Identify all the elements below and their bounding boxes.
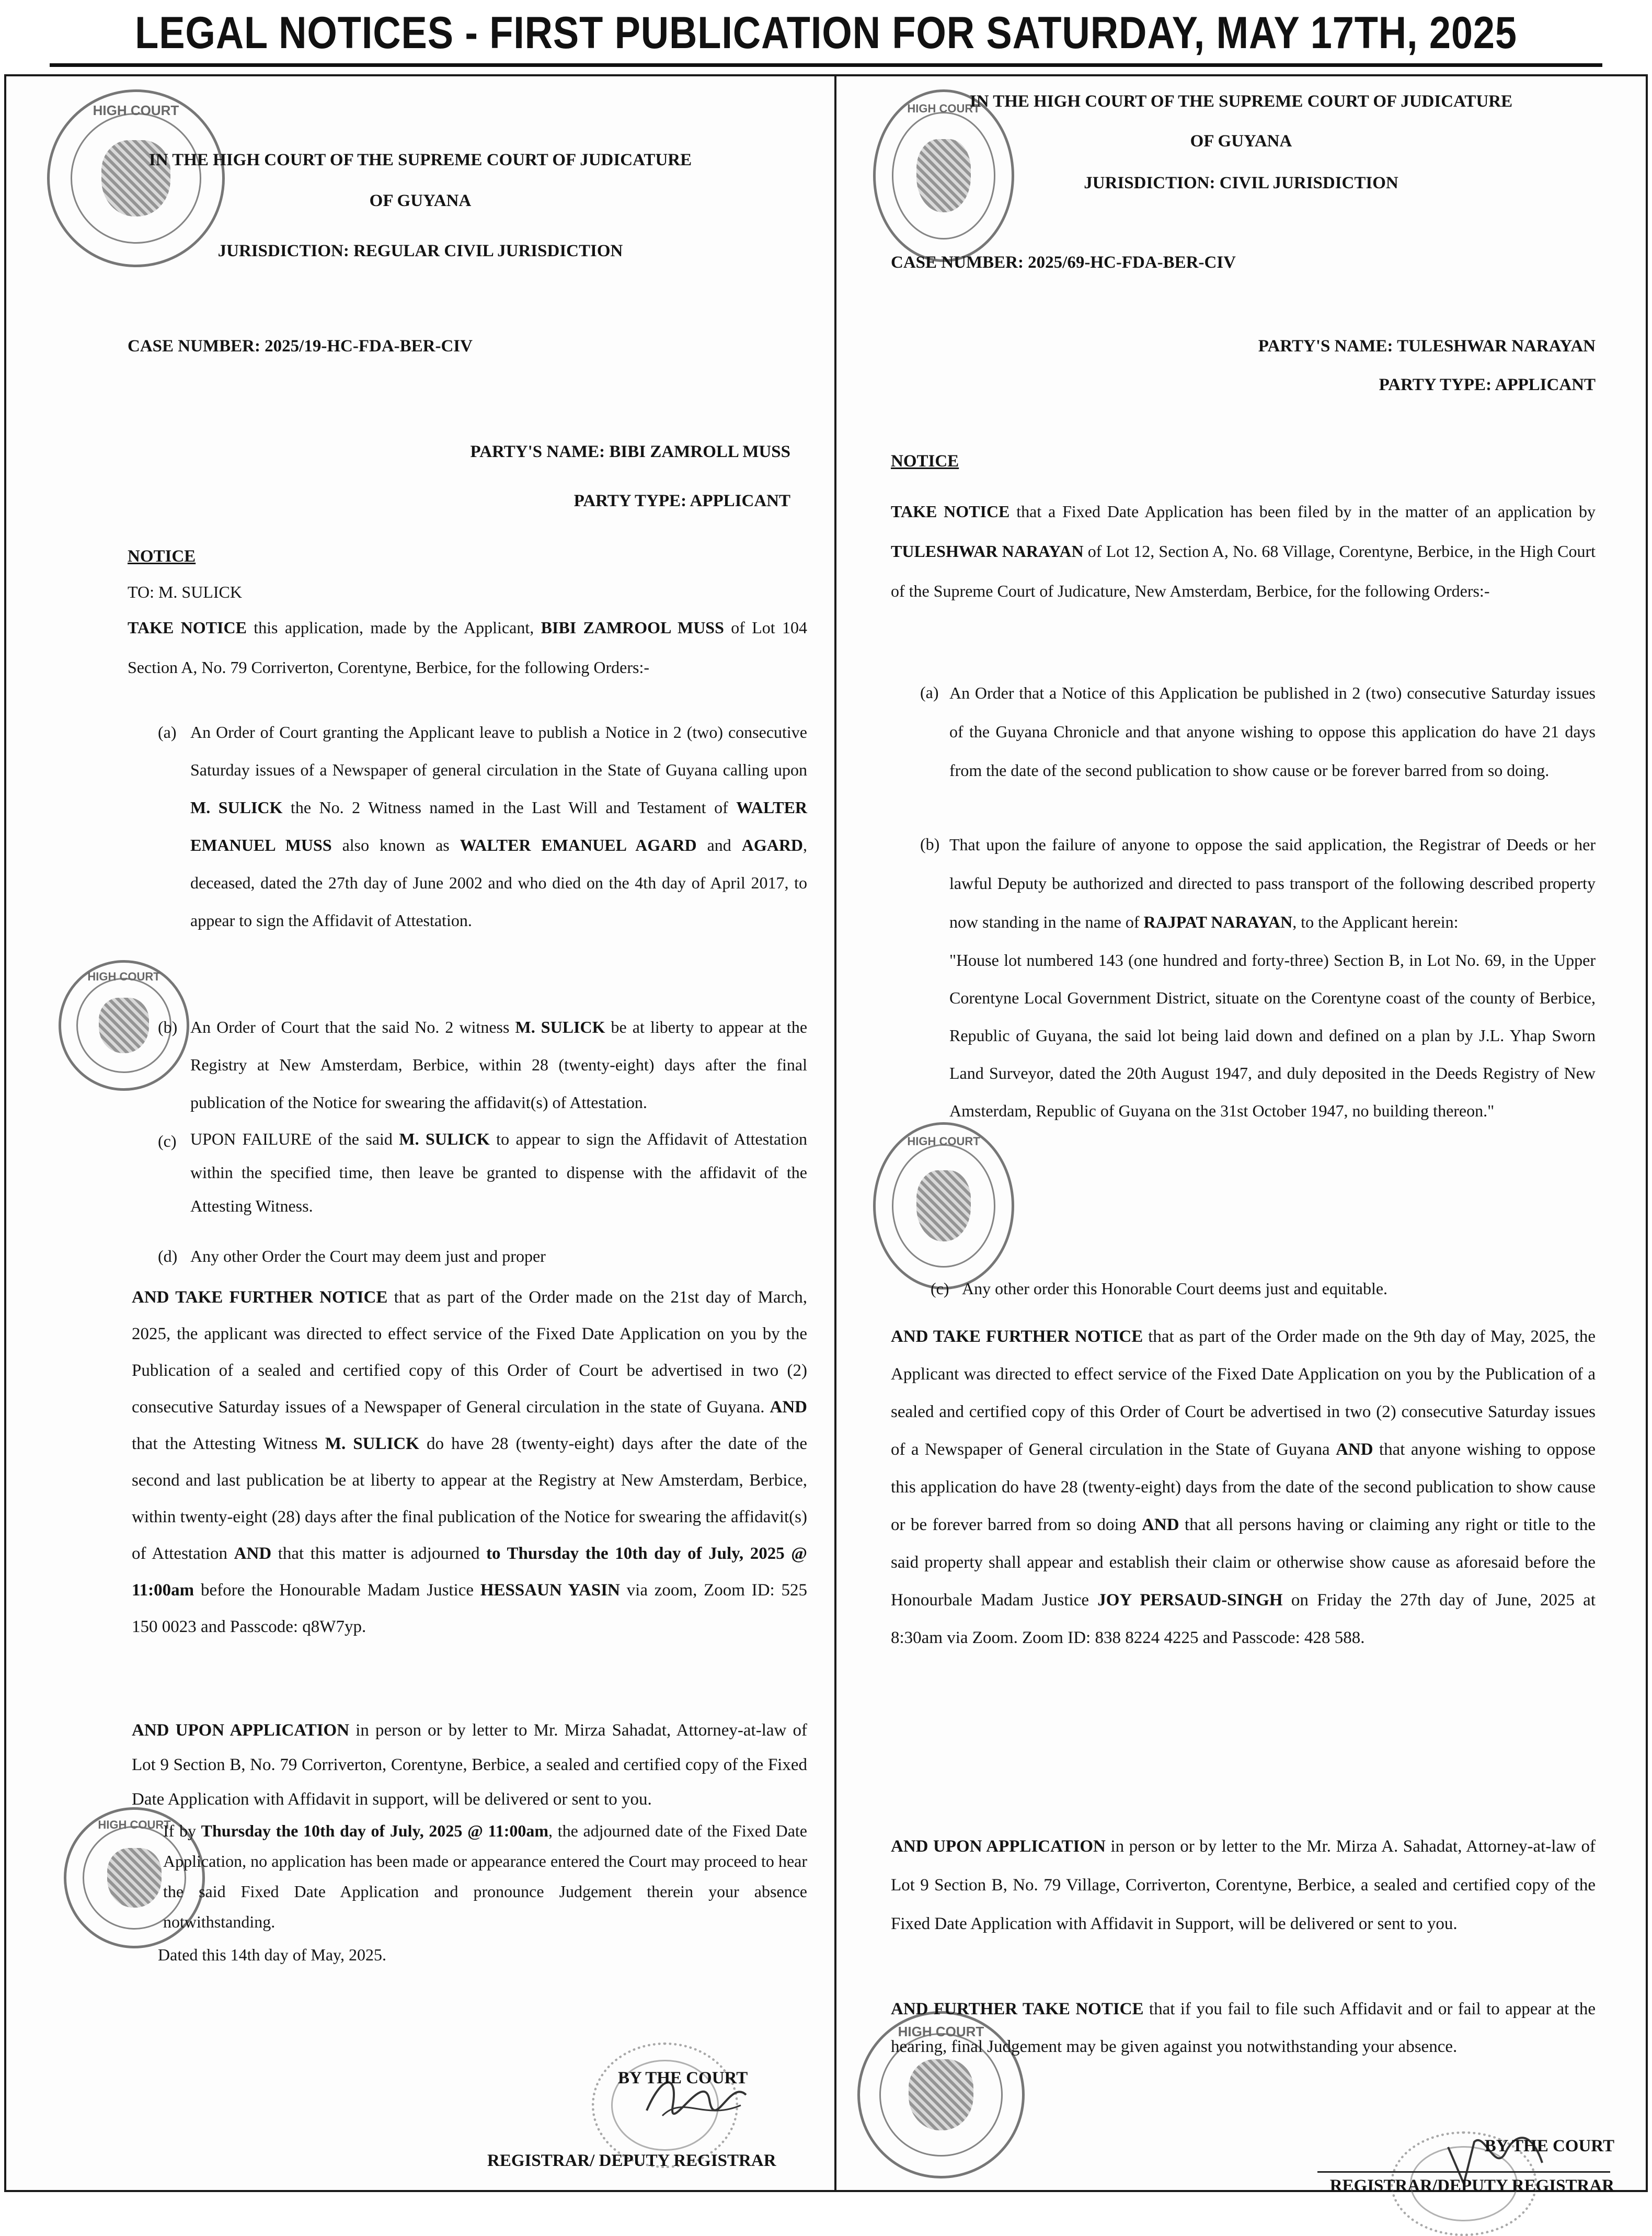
case-number: CASE NUMBER: 2025/69-HC-FDA-BER-CIV — [891, 253, 1236, 272]
court-seal-icon: HIGH COURT — [857, 2011, 1025, 2178]
court-seal-icon: HIGH COURT — [873, 89, 1014, 262]
intro-paragraph: TAKE NOTICE that a Fixed Date Application has been filed by in the matter of an application by TULESHWAR NARAYAN of Lot 12, Section A, No. 68 Village, Corentyne, Berbice, in the High Court of the Supreme Court of Judicature, New Amsterdam, Berbice, for the following Orders:- — [891, 502, 1596, 600]
order-b: An Order of Court that the said No. 2 witness M. SULICK be at liberty to appear at the Registry at New Amsterdam, Berbice, within 28 (twenty-eight) days after the final publication of the Notice for swearing the affidavit(s) of Attestation. — [190, 1018, 808, 1112]
court-line-1: IN THE HIGH COURT OF THE SUPREME COURT OF JUDICATURE — [969, 92, 1513, 111]
party-type: PARTY TYPE: APPLICANT — [573, 492, 790, 510]
jurisdiction: JURISDICTION: REGULAR CIVIL JURISDICTION — [217, 242, 623, 260]
property-description: "House lot numbered 143 (one hundred and forty-three) Section B, in Lot No. 69, in the Upper Corentyne Local Government District, situate on the Corentyne coast of the county of Berbice, Republic of Guyana, the said lot being laid down and defined on a plan by J.L. Yhap Sworn Land Surveyor, dated the 20th August 1947, and duly deposited in the Deeds Registry of New Amsterdam, Republic of Guyana on the 31st October 1947, no building thereon." — [949, 951, 1596, 1120]
further-notice: AND TAKE FURTHER NOTICE that as part of the Order made on the 9th day of May, 2025, the Applicant was directed to effect service of the Fixed Date Application on you by the Publication of a sealed and certified copy of this Order of Court be advertised in two (2) consecutive Saturday issues of a Newspaper of General circulation in the State of Guyana AND that anyone wishing to oppose this application do have 28 (twenty-eight) days from the date of the second publication to show cause or be forever barred from so doing AND that all persons having or claiming any right or title to the said property shall appear and establish their claim or otherwise show cause as aforesaid before the Honourbale Madam Justice JOY PERSAUD-SINGH on Friday the 27th day of June, 2025 at 8:30am via Zoom. Zoom ID: 838 8224 4225 and Passcode: 428 588. — [891, 1327, 1596, 1647]
banner-title: LEGAL NOTICES - FIRST PUBLICATION FOR SATURDAY, MAY 17TH, 2025 — [135, 8, 1517, 58]
order-b: That upon the failure of anyone to oppose the said application, the Registrar of Deeds or her lawful Deputy be authorized and directed to pass transport of the following described property now standing in the name of RAJPAT NARAYAN, to the Applicant herein: — [949, 835, 1596, 931]
failing-notice: If by Thursday the 10th day of July, 2025 @ 11:00am, the adjourned date of the Fixed Date Application, no application has been made or appearance entered the Court may proceed to hear the said Fixed Date Application and pronounce Judgement therein your absence notwithstanding. — [163, 1821, 808, 1931]
upon-application: AND UPON APPLICATION in person or by letter to the Mr. Mirza A. Sahadat, Attorney-at-law of Lot 9 Section B, No. 79 Village, Corriverton, Corentyne, Berbice, a sealed and certified copy of the Fixed Date Application with Affidavit in Support, will be delivered or sent to you. — [891, 1837, 1596, 1933]
by-the-court: BY THE COURT — [1484, 2137, 1614, 2155]
by-the-court: BY THE COURT — [618, 2069, 748, 2087]
signature-line — [1317, 2171, 1610, 2173]
notice-to: TO: M. SULICK — [128, 583, 242, 601]
notice-heading: NOTICE — [128, 547, 196, 566]
banner — [0, 0, 1652, 72]
registrar-title: REGISTRAR/ DEPUTY REGISTRAR — [487, 2151, 776, 2170]
registrar-title: REGISTRAR/DEPUTY REGISTRAR — [1329, 2176, 1614, 2195]
order-c-label: (c) — [931, 1279, 949, 1298]
order-c: Any other order this Honorable Court deems just and equitable. — [962, 1279, 1388, 1298]
order-b-label: (b) — [158, 1018, 178, 1036]
court-seal-icon: HIGH COURT — [64, 1807, 205, 1948]
order-a-label: (a) — [158, 723, 177, 741]
order-a: An Order of Court granting the Applicant leave to publish a Notice in 2 (two) consecutive Saturday issues of a Newspaper of general circulation in the State of Guyana calling upon M. SULICK the No. 2 Witness named in the Last Will and Testament of WALTER EMANUEL MUSS also known as WALTER EMANUEL AGARD and AGARD, deceased, dated the 27th day of June 2002 and who died on the 4th day of April 2017, to appear to sign the Affidavit of Attestation. — [190, 723, 808, 930]
case-number: CASE NUMBER: 2025/19-HC-FDA-BER-CIV — [128, 337, 473, 356]
upon-application: AND UPON APPLICATION in person or by letter to Mr. Mirza Sahadat, Attorney-at-law of Lot 9 Section B, No. 79 Corriverton, Corentyne, Berbice, a sealed and certified copy of the Fixed Date Application with Affidavit in support, will be delivered or sent to you. — [132, 1721, 808, 1809]
order-c-label: (c) — [158, 1132, 177, 1150]
further-notice: AND TAKE FURTHER NOTICE that as part of the Order made on the 21st day of March, 2025, the applicant was directed to effect service of the Fixed Date Application on you by the Publication of a sealed and certified copy of this Order of Court be advertised in two (2) consecutive Saturday issues of a Newspaper of General circulation in the state of Guyana. AND that the Attesting Witness M. SULICK do have 28 (twenty-eight) days after the date of the second and last publication be at liberty to appear at the Registry at New Amsterdam, Berbice, within twenty-eight (28) days after the final publication of the Notice for swearing the affidavit(s) of Attestation AND that this matter is adjourned to Thursday the 10th day of July, 2025 @ 11:00am before the Honourable Madam Justice HESSAUN YASIN via zoom, Zoom ID: 525 150 0023 and Passcode: q8W7yp. — [132, 1288, 808, 1636]
dated-line: Dated this 14th day of May, 2025. — [158, 1945, 386, 1964]
court-line-1: IN THE HIGH COURT OF THE SUPREME COURT OF JUDICATURE — [148, 151, 692, 169]
right-notice — [836, 74, 1648, 2195]
banner-rule — [50, 63, 1602, 67]
left-notice — [4, 74, 836, 2192]
order-d: Any other Order the Court may deem just and proper — [190, 1247, 546, 1265]
order-a-label: (a) — [920, 683, 939, 702]
order-c: UPON FAILURE of the said M. SULICK to appear to sign the Affidavit of Attestation within the specified time, then leave be granted to dispense with the affidavit of the Attesting Witness. — [190, 1130, 808, 1215]
jurisdiction: JURISDICTION: CIVIL JURISDICTION — [1084, 174, 1398, 192]
party-name: PARTY'S NAME: BIBI ZAMROLL MUSS — [470, 442, 790, 461]
notice-heading: NOTICE — [891, 452, 959, 471]
court-line-2: OF GUYANA — [1190, 132, 1292, 151]
order-a: An Order that a Notice of this Application be published in 2 (two) consecutive Saturday issues of the Guyana Chronicle and that anyone wishing to oppose this application do have 21 days from the date of the second publication to show cause or be forever barred from so doing. — [949, 683, 1596, 780]
court-seal-icon: HIGH COURT — [873, 1122, 1014, 1290]
order-d-label: (d) — [158, 1247, 178, 1265]
failure-notice: AND FURTHER TAKE NOTICE that if you fail to file such Affidavit and or fail to appear at the hearing, final Judgement may be given against you notwithstanding your absence. — [891, 2000, 1596, 2056]
court-seal-icon: HIGH COURT — [47, 89, 225, 267]
court-line-2: OF GUYANA — [369, 191, 472, 210]
order-b-label: (b) — [920, 835, 940, 853]
intro-paragraph: TAKE NOTICE this application, made by the Applicant, BIBI ZAMROOL MUSS of Lot 104 Section A, No. 79 Corriverton, Corentyne, Berbice, for the following Orders:- — [128, 618, 808, 677]
party-name: PARTY'S NAME: TULESHWAR NARAYAN — [1258, 337, 1596, 356]
party-type: PARTY TYPE: APPLICANT — [1379, 375, 1596, 394]
court-seal-icon: HIGH COURT — [59, 960, 189, 1091]
